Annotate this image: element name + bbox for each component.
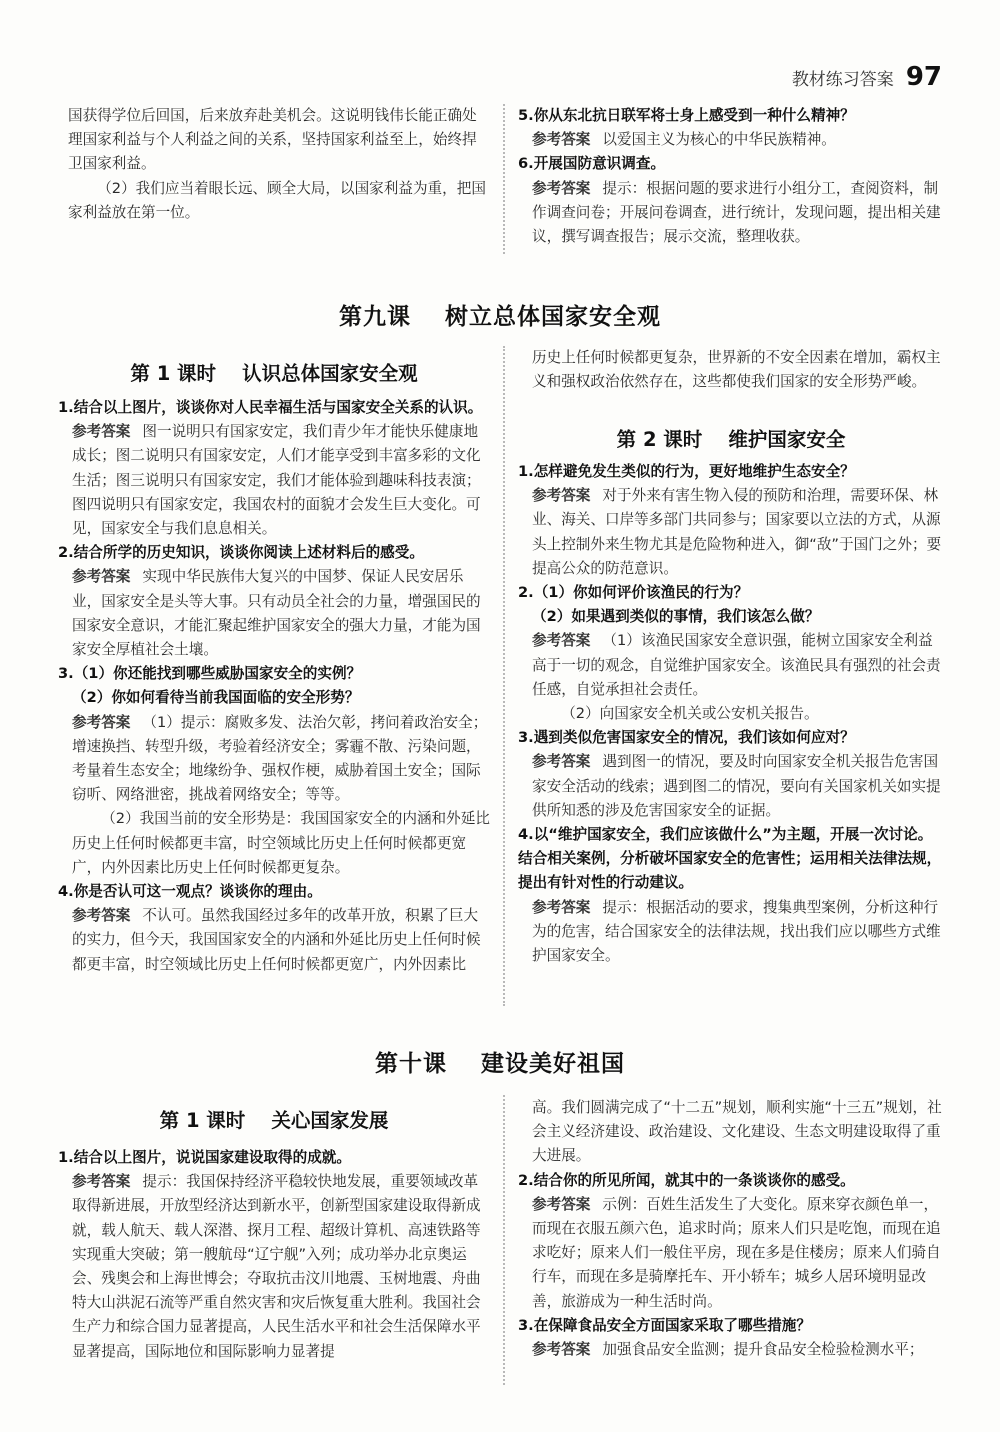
question: 2.（1）你如何评价该渔民的行为？ [518, 584, 749, 602]
answer-text: 遇到图一的情况，要及时向国家安全机关报告危害国家安全活动的线索；遇到图二的情况，要向有关国家机关如实提供所知悉的涉及危害国家安全的证据。 [532, 753, 941, 819]
answer-text: （2）我们应当着眼长远、顾全大局，以国家利益为重，把国家利益放在第一位。 [68, 179, 486, 221]
question: 3.（1）你还能找到哪些威胁国家安全的实例？ [58, 665, 362, 683]
page-header [792, 62, 942, 92]
question: 4.你是否认可这一观点？谈谈你的理由。 [58, 883, 322, 901]
answer-label: 参考答案 [532, 179, 591, 197]
answer-text: 国获得学位后回国，后来放弃赴美机会。这说明钱伟长能正确处理国家利益与个人利益之间的关系，坚持国家利益至上，始终捍卫国家利益。 [68, 107, 477, 173]
column-divider [503, 1095, 505, 1385]
column-divider [503, 104, 505, 254]
lesson10-right-column [518, 1096, 944, 1362]
page-number: 97 [905, 62, 942, 92]
question: 1.结合以上图片，谈谈你对人民幸福生活与国家安全关系的认识。 [58, 399, 483, 416]
column-divider [503, 346, 505, 1006]
answer-label: 参考答案 [72, 907, 131, 925]
answer-label: 参考答案 [72, 713, 131, 731]
answer-text: 加强食品安全监测；提升食品安全检验检测水平； [602, 1341, 924, 1359]
question: （2）如果遇到类似的事情，我们该怎么做？ [532, 608, 820, 626]
lesson-name: 树立总体国家安全观 [445, 304, 661, 330]
lesson9-left-column [58, 396, 490, 977]
question: 2.结合所学的历史知识，谈谈你阅读上述材料后的感受。 [58, 544, 424, 562]
lesson9-period2-column [518, 460, 944, 968]
answer-text: 不认可。虽然我国经过多年的改革开放，积累了巨大的实力，但今天，我国国家安全的内涵和外延比历史上任何时候都更丰富，时空领域比历史上任何时候都更宽广，内外因素比 [72, 907, 481, 973]
period-number: 第 1 课时 [159, 1109, 246, 1132]
answer-text: 实现中华民族伟大复兴的中国梦、保证人民安居乐业，国家安全是头等大事。只有动员全社会的力量，增强国民的国家安全意识，才能汇聚起维护国家安全的强大力量，才能为国家安全厚植社会土壤。 [72, 568, 481, 659]
period-title [58, 358, 490, 386]
period-name: 维护国家安全 [728, 428, 846, 451]
lesson-number: 第九课 [339, 304, 411, 330]
period-name: 认识总体国家安全观 [242, 362, 418, 385]
answer-text: 历史上任何时候都更复杂，世界新的不安全因素在增加，霸权主义和强权政治依然存在，这些都使我们国家的安全形势严峻。 [532, 349, 941, 391]
answer-label: 参考答案 [72, 1173, 131, 1191]
answer-text: 对于外来有害生物入侵的预防和治理，需要环保、林业、海关、口岸等多部门共同参与；国家要以立法的方式，从源头上控制外来生物尤其是危险物种进入，御“敌”于国门之外；要提高公众的防范意识。 [532, 487, 942, 577]
answer-label: 参考答案 [532, 1195, 591, 1213]
answer-text: 提示：根据活动的要求，搜集典型案例，分析这种行为的危害，结合国家安全的法律法规，找出我们应以哪些方式维护国家安全。 [532, 898, 941, 965]
question: （2）你如何看待当前我国面临的安全形势？ [72, 689, 360, 707]
period-number: 第 2 课时 [616, 428, 703, 451]
answer-label: 参考答案 [532, 898, 591, 916]
answer-text: （1）该渔民国家安全意识强，能树立国家安全利益高于一切的观念，自觉维护国家安全。该渔民具有强烈的社会责任感，自觉承担社会责任。 [532, 632, 941, 698]
answer-label: 参考答案 [532, 632, 591, 650]
lesson-title [0, 298, 1000, 331]
lesson-number: 第十课 [375, 1051, 447, 1077]
header-title: 教材练习答案 [791, 70, 894, 90]
top-right-column [518, 104, 944, 249]
answer-label: 参考答案 [72, 423, 131, 441]
answer-text: （2）我国当前的安全形势是：我国国家安全的内涵和外延比历史上任何时候都更丰富，时空领域比历史上任何时候都更宽广，内外因素比历史上任何时候都更复杂。 [72, 810, 490, 876]
answer-text: （2）向国家安全机关或公安机关报告。 [561, 705, 819, 723]
question: 5.你从东北抗日联军将士身上感受到一种什么精神？ [518, 107, 855, 124]
period-title [58, 1105, 490, 1133]
question: 4.以“维护国家安全，我们应该做什么”为主题，开展一次讨论。结合相关案例，分析破坏国家安全的危害性；运用相关法律法规，提出有针对性的行动建议。 [518, 826, 942, 892]
question: 1.结合以上图片，说说国家建设取得的成就。 [58, 1149, 351, 1166]
question: 3.在保障食品安全方面国家采取了哪些措施？ [518, 1316, 811, 1334]
answer-label: 参考答案 [532, 753, 591, 771]
answer-text: 提示：根据问题的要求进行小组分工，查阅资料，制作调查问卷；开展问卷调查，进行统计，发现问题，提出相关建议，撰写调查报告；展示交流，整理收获。 [532, 179, 941, 246]
lesson10-left-column [58, 1146, 490, 1364]
period-title [518, 424, 944, 452]
answer-label: 参考答案 [532, 487, 591, 505]
answer-text: 图一说明只有国家安定，我们青少年才能快乐健康地成长；图二说明只有国家安定，人们才能享受到丰富多彩的文化生活；图三说明只有国家安定，我们才能体验到趣味科技表演；图四说明只有国家安定，我国农村的面貌才会发生巨大变化。可见，国家安全与我们息息相关。 [72, 423, 481, 538]
answer-text: 高。我们圆满完成了“十二五”规划，顺利实施“十三五”规划，社会主义经济建设、政治建设、文化建设、生态文明建设取得了重大进展。 [532, 1099, 942, 1165]
question: 2.结合你的所见所闻，就其中的一条谈谈你的感受。 [518, 1171, 855, 1189]
answer-label: 参考答案 [532, 1341, 591, 1359]
top-left-column [58, 104, 490, 225]
lesson-title [0, 1045, 1000, 1078]
answer-text: 以爱国主义为核心的中华民族精神。 [602, 131, 836, 149]
period-number: 第 1 课时 [130, 362, 217, 385]
answer-label: 参考答案 [532, 131, 591, 149]
question: 6.开展国防意识调查。 [518, 155, 666, 173]
lesson-name: 建设美好祖国 [481, 1051, 625, 1077]
answer-text: 提示：我国保持经济平稳较快地发展，重要领域改革取得新进展，开放型经济达到新水平，创新型国家建设取得新成就，载人航天、载人深潜、探月工程、超级计算机、高速铁路等实现重大突破；第一艘航母“辽宁舰”入列；成功举办北京奥运会、残奥会和上海世博会；夺取抗击汶川地震、玉树地震、舟曲特大山洪泥石流等严重自然灾害和灾后恢复重大胜利。我国社会生产力和综合国力显著提高，人民生活水平和社会生活保障水平显著提高，国际地位和国际影响力显著提 [72, 1173, 481, 1360]
answer-text: （1）提示：腐败多发、法治欠彰，拷问着政治安全；增速换挡、转型升级，考验着经济安全；雾霾不散、污染问题，考量着生态安全；地缘纷争、强权作梗，威胁着国土安全；国际窃听、网络泄密，挑战着网络安全；等等。 [72, 713, 488, 804]
question: 1.怎样避免发生类似的行为，更好地维护生态安全？ [518, 463, 855, 480]
answer-text: 示例：百姓生活发生了大变化。原来穿衣颜色单一，而现在衣服五颜六色，追求时尚；原来人们只是吃饱，而现在追求吃好；原来人们一般住平房，现在多是住楼房；原来人们骑自行车，而现在多是骑摩托车、开小轿车；城乡人居环境明显改善，旅游成为一种生活时尚。 [532, 1195, 941, 1310]
lesson9-right-column [518, 346, 944, 394]
answer-label: 参考答案 [72, 568, 131, 586]
question: 3.遇到类似危害国家安全的情况，我们该如何应对？ [518, 729, 855, 747]
period-name: 关心国家发展 [271, 1109, 389, 1132]
